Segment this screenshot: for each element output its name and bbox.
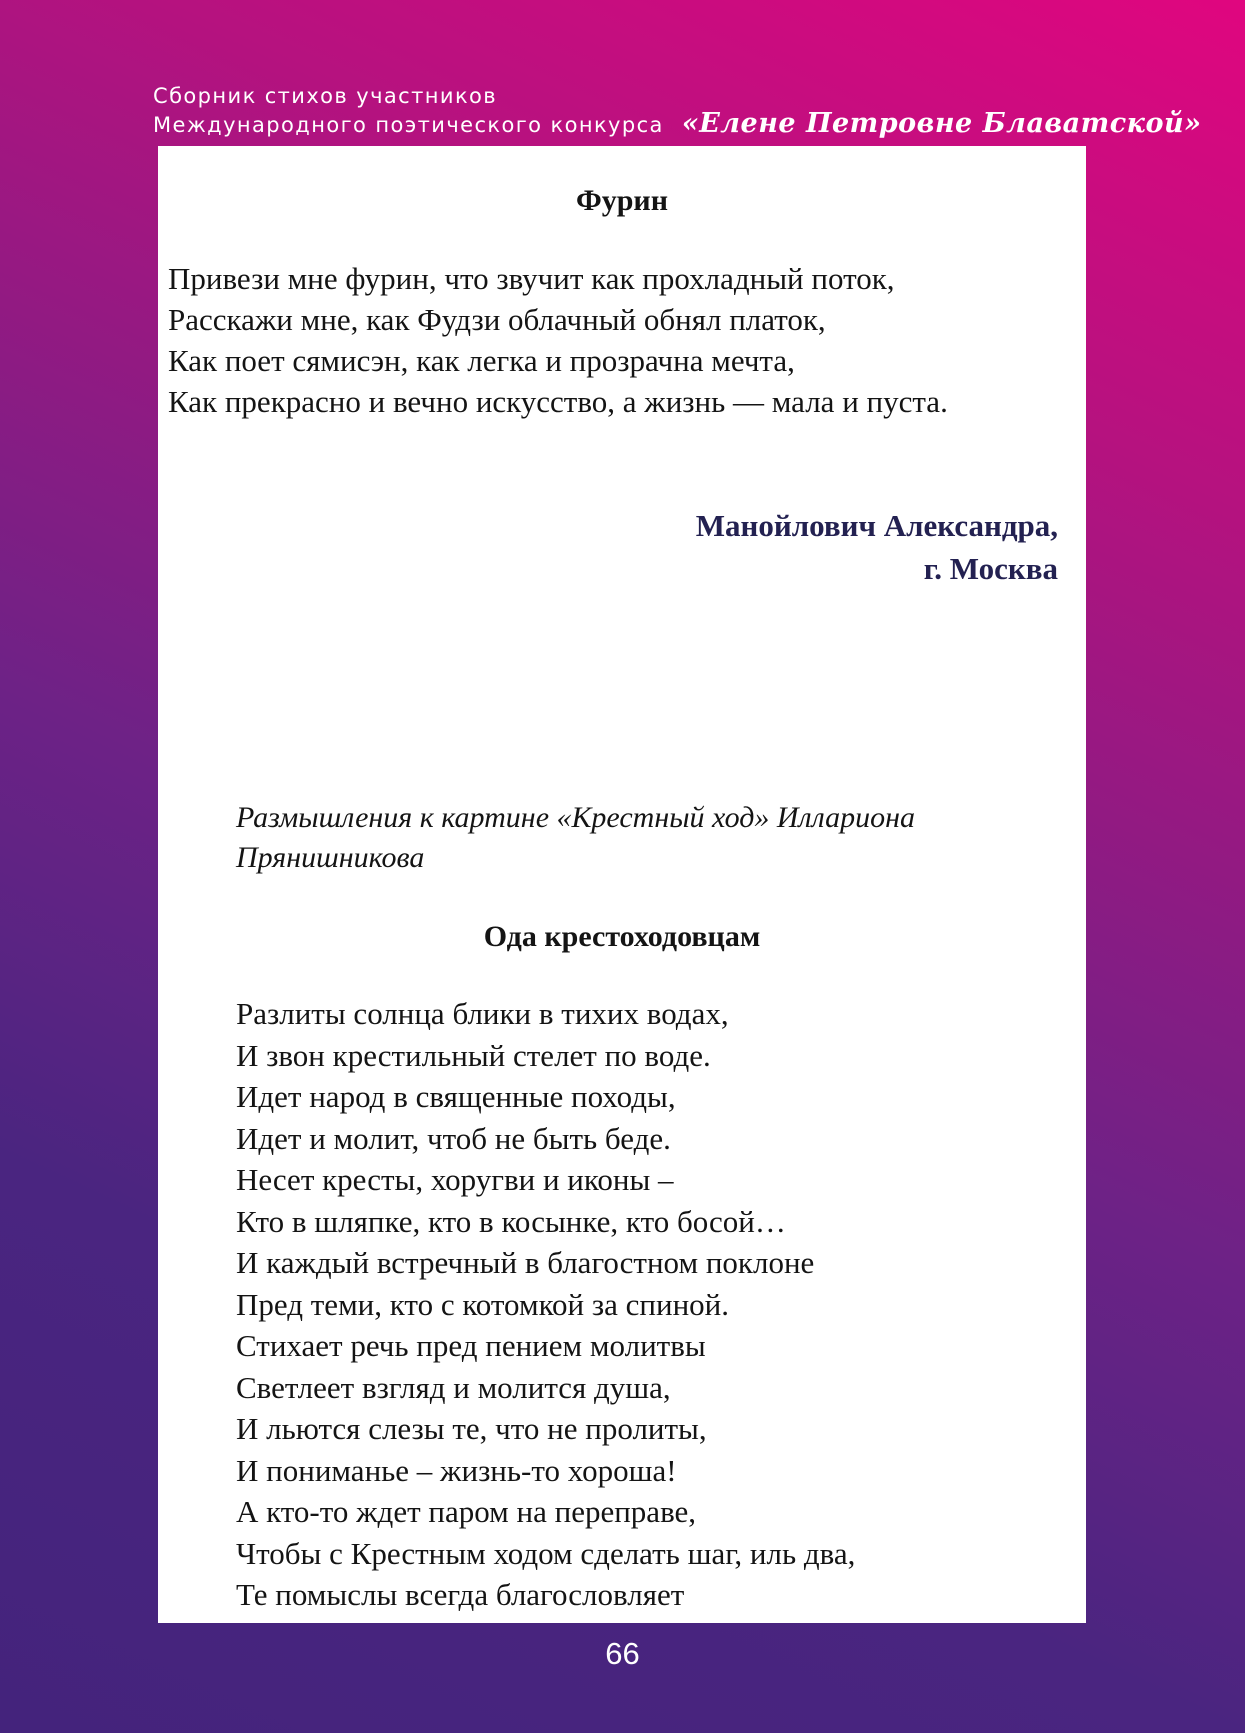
poem-line: И звон крестильный стелет по воде. xyxy=(236,1037,711,1073)
header-line-2 xyxy=(153,110,1201,139)
poem-line: Как поет сямисэн, как легка и прозрачна мечта, xyxy=(168,343,795,378)
poem-line: Несет кресты, хоругви и иконы – xyxy=(236,1162,674,1197)
poem-line: Кто в шляпке, кто в косынке, кто босой… xyxy=(236,1203,786,1239)
poem-body xyxy=(168,258,948,422)
header-contest-name: «Елене Петровне Блаватской» xyxy=(681,108,1202,139)
book-header xyxy=(153,82,1201,139)
poem-line: А кто-то ждет паром на переправе, xyxy=(236,1494,697,1529)
poem-title: Фурин xyxy=(575,184,669,217)
poem-line: Привези мне фурин, что звучит как прохладный поток, xyxy=(168,261,895,296)
author-city: г. Москва xyxy=(923,551,1058,586)
poem-body xyxy=(236,993,855,1616)
poem-line: Как прекрасно и вечно искусство, а жизнь — мала и пуста. xyxy=(168,384,948,419)
poem-subtitle: Размышления к картине «Крестный ход» Иллариона Прянишникова xyxy=(236,801,915,874)
poem-line: Идет народ в священные походы, xyxy=(236,1079,676,1114)
poem-title: Ода крестоходовцам xyxy=(483,920,761,953)
poem-line: Пред теми, кто с котомкой за спиной. xyxy=(236,1286,730,1322)
author-signature xyxy=(696,504,1058,590)
poem-line: И каждый встречный в благостном поклоне xyxy=(236,1245,815,1280)
page-number: 66 xyxy=(605,1636,640,1671)
poem-line: Светлеет взгляд и молится душа, xyxy=(236,1369,671,1405)
header-contest-text: Международного поэтического конкурса xyxy=(153,113,664,137)
poem-line: Стихает речь пред пением молитвы xyxy=(236,1328,706,1363)
author-name: Манойлович Александра, xyxy=(695,508,1058,543)
poem-line: И пониманье – жизнь-то хороша! xyxy=(236,1452,677,1488)
header-line-1: Сборник стихов участников xyxy=(153,84,498,108)
page-content xyxy=(158,146,1086,1623)
poem-line: И льются слезы те, что не пролиты, xyxy=(236,1411,707,1446)
poem-line: Те помыслы всегда благословляет xyxy=(236,1577,685,1612)
poem-line: Идет и молит, чтоб не быть беде. xyxy=(236,1120,671,1156)
poem-line: Чтобы с Крестным ходом сделать шаг, иль два, xyxy=(236,1535,856,1571)
poem-line: Расскажи мне, как Фудзи облачный обнял платок, xyxy=(168,302,826,337)
poem-line: Разлиты солнца блики в тихих водах, xyxy=(236,996,729,1031)
